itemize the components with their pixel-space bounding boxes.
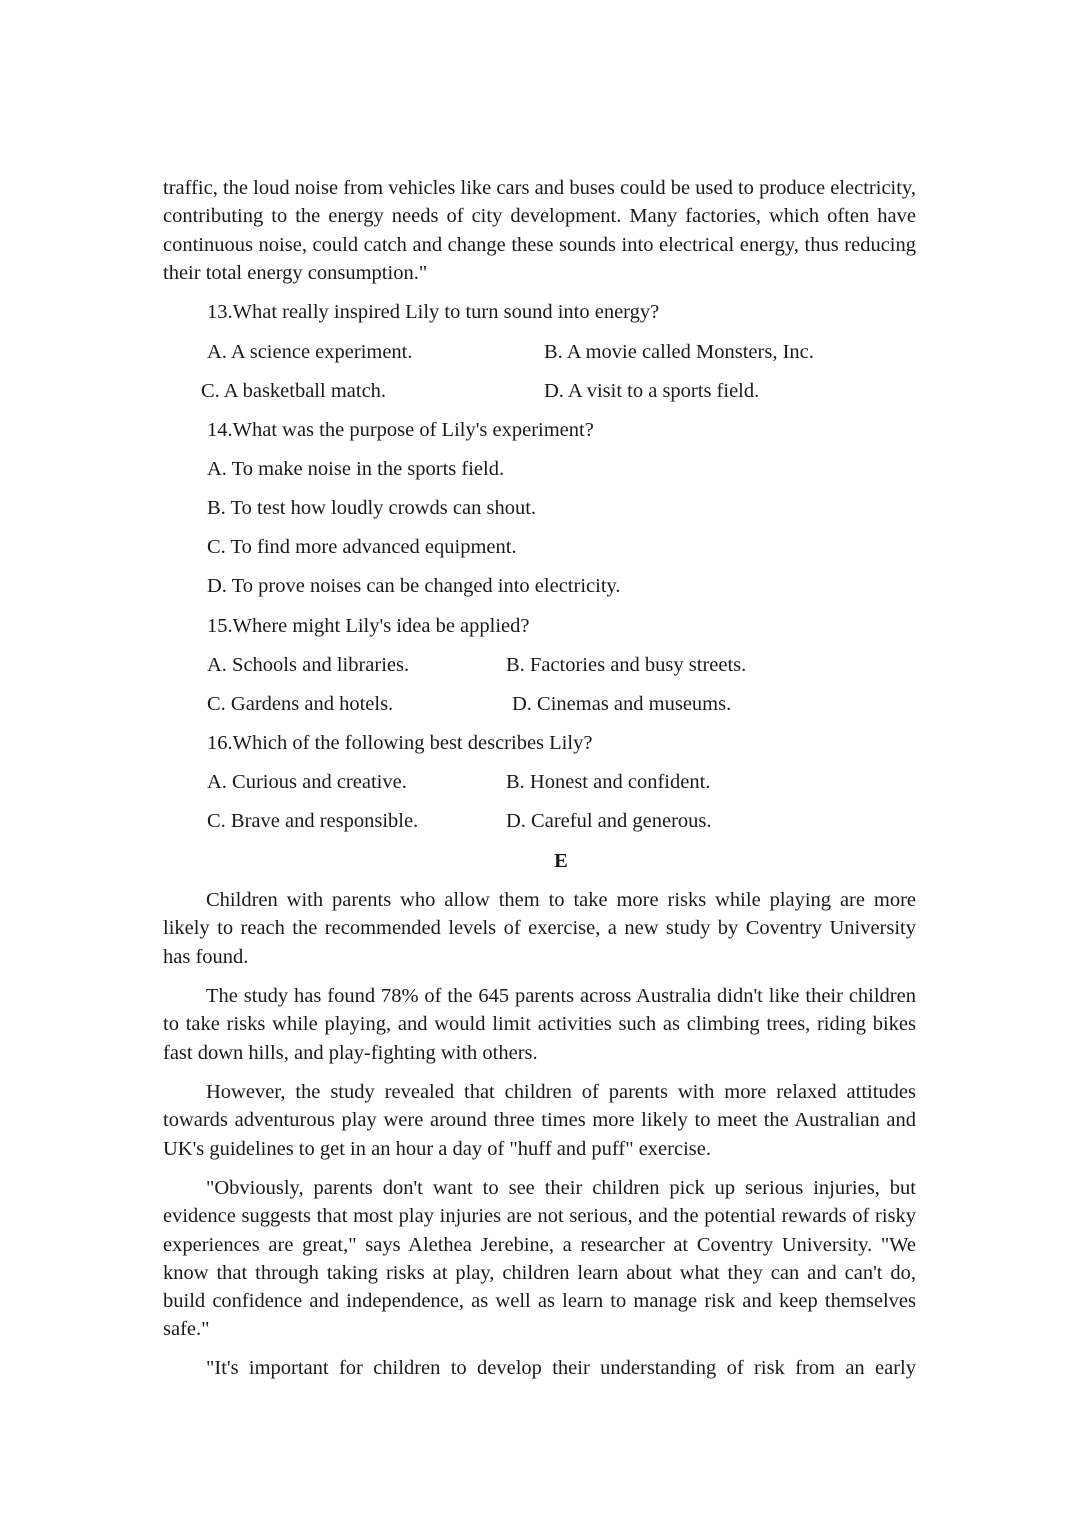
section-e-paragraph-1: Children with parents who allow them to take more risks while playing are more likely to reach the recommended levels of exercise, a new study by Coventry University has found. <box>163 889 916 968</box>
question-14-option-c: C. To find more advanced equipment. <box>207 536 517 558</box>
question-15-option-d: D. Cinemas and museums. <box>512 693 732 715</box>
question-13-option-b: B. A movie called Monsters, Inc. <box>544 341 814 363</box>
question-15-option-a: A. Schools and libraries. <box>207 654 410 676</box>
section-e-paragraph-2: The study has found 78% of the 645 parents across Australia didn't like their children to take risks while playing, and would limit activities such as climbing trees, riding bikes fast down hills, and play-fighting with others. <box>163 985 916 1064</box>
section-e-heading: E <box>554 850 568 872</box>
question-14-stem: 14.What was the purpose of Lily's experiment? <box>207 419 594 441</box>
question-16-option-c: C. Brave and responsible. <box>207 810 419 832</box>
question-15-option-b: B. Factories and busy streets. <box>506 654 747 676</box>
question-16-stem: 16.Which of the following best describes Lily? <box>207 732 593 754</box>
question-13-option-a: A. A science experiment. <box>207 341 413 363</box>
section-e-paragraph-3: However, the study revealed that children of parents with more relaxed attitudes towards adventurous play were around three times more likely to meet the Australian and UK's guidelines to get in an hour a day of "huff and puff" exercise. <box>163 1081 916 1160</box>
section-e-paragraph-5: "It's important for children to develop their understanding of risk from an early <box>206 1357 916 1379</box>
question-13-option-c: C. A basketball match. <box>201 380 387 402</box>
question-13-option-d: D. A visit to a sports field. <box>544 380 760 402</box>
question-13-stem: 13.What really inspired Lily to turn sound into energy? <box>207 301 660 323</box>
section-e-paragraph-4: "Obviously, parents don't want to see their children pick up serious injuries, but evidence suggests that most play injuries are not serious, and the potential rewards of risky experiences are great," says Alethea Jerebine, a researcher at Coventry University. "We know that through taking risks at play, children learn about what they can and can't do, build confidence and independence, as well as learn to manage risk and keep themselves safe." <box>163 1177 916 1341</box>
question-16-option-d: D. Careful and generous. <box>506 810 712 832</box>
question-14-option-d: D. To prove noises can be changed into electricity. <box>207 575 621 597</box>
question-15-option-c: C. Gardens and hotels. <box>207 693 394 715</box>
question-15-stem: 15.Where might Lily's idea be applied? <box>207 615 530 637</box>
question-14-option-b: B. To test how loudly crowds can shout. <box>207 497 537 519</box>
question-16-option-a: A. Curious and creative. <box>207 771 407 793</box>
question-14-option-a: A. To make noise in the sports field. <box>207 458 505 480</box>
question-16-option-b: B. Honest and confident. <box>506 771 711 793</box>
passage-d-ending: traffic, the loud noise from vehicles like cars and buses could be used to produce electricity, contributing to the energy needs of city development. Many factories, which often have continuous noise, could catch and change these sounds into electrical energy, thus reducing their total energy consumption." <box>163 177 916 284</box>
